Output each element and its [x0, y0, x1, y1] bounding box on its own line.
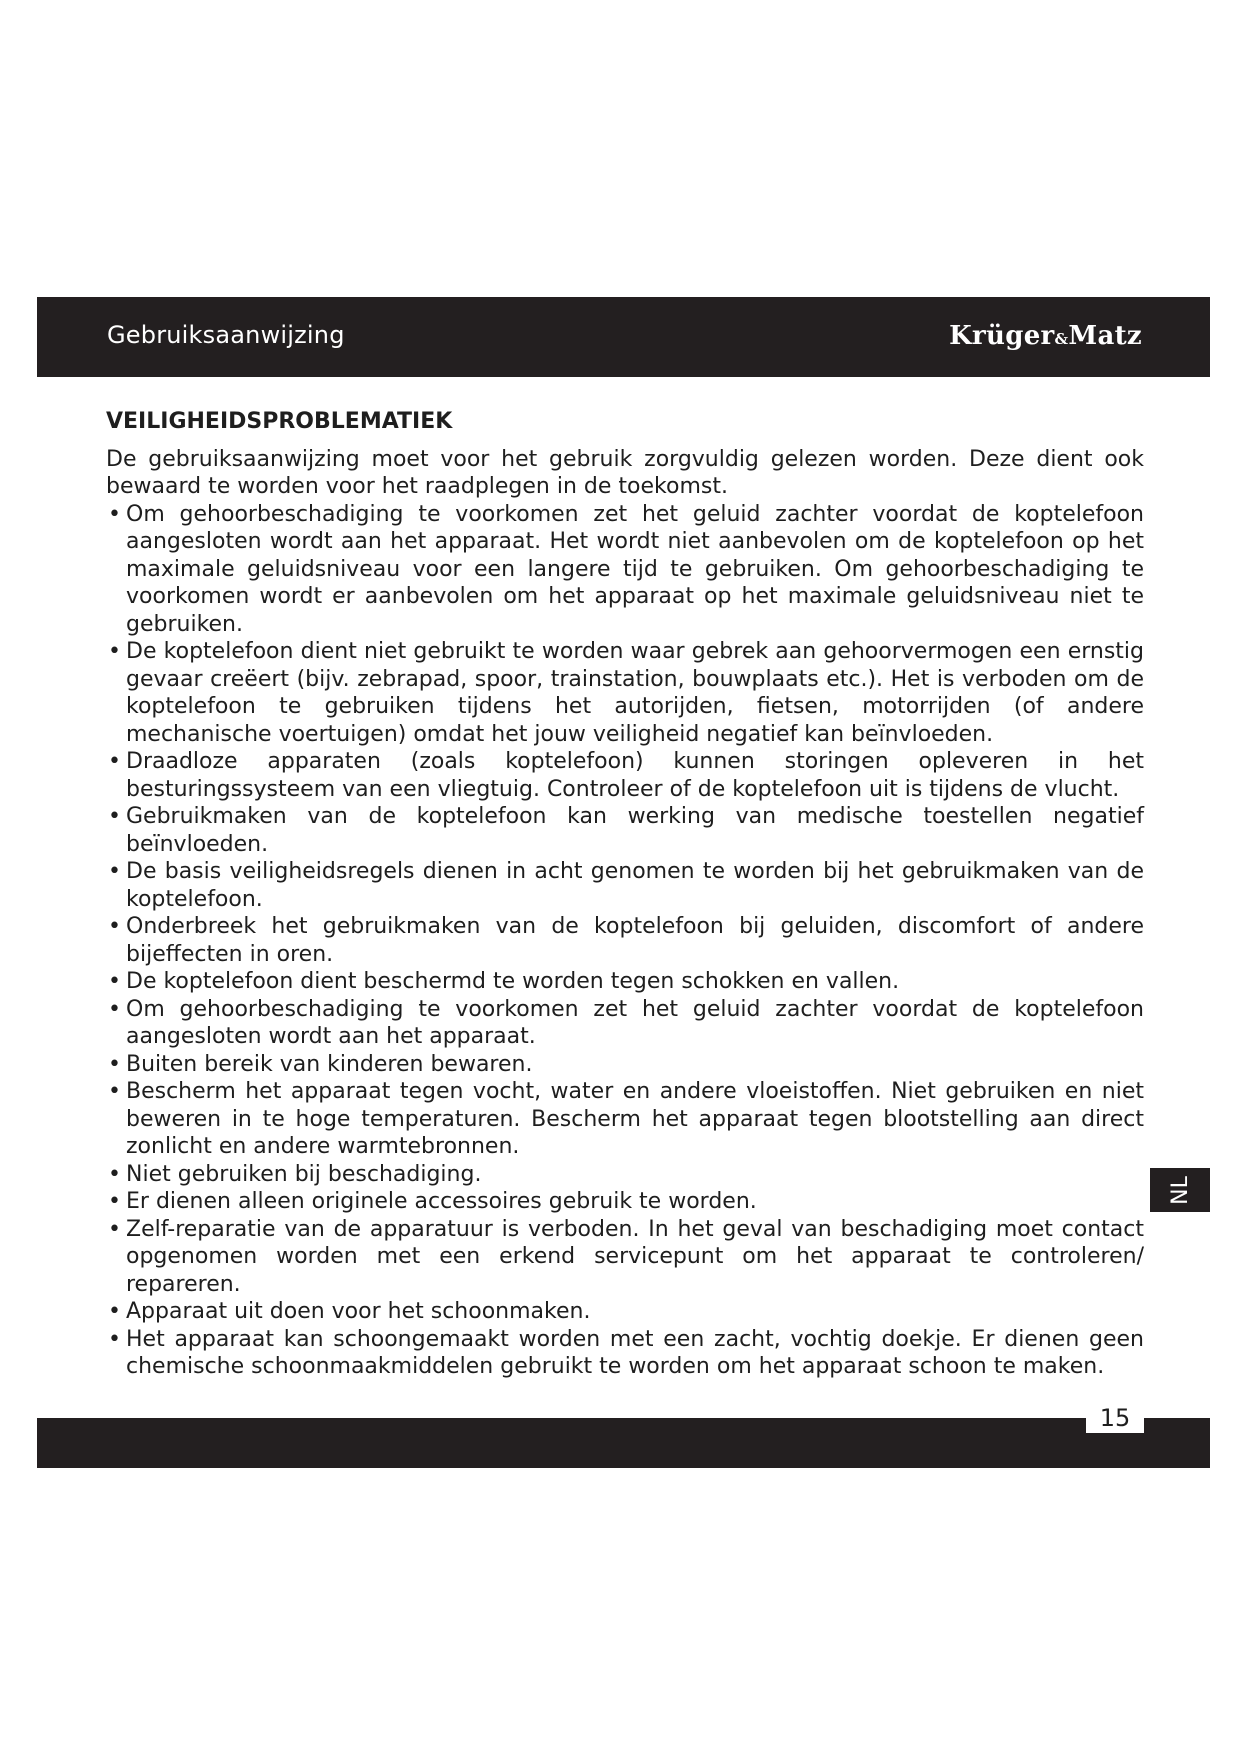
- list-item: • De koptelefoon dient niet gebruikt te worden waar gebrek aan gehoorvermogen een ernstig gevaar creëert (bijv. zebrapad, spoor, trainstation, bouwplaats etc.). Het is verboden om de koptelefoon te gebruiken tijdens het autorijden, fietsen, motorrijden (of andere mechanische voertuigen) omdat het jouw veiligheid negatief kan beïnvloeden.: [106, 638, 1144, 748]
- list-item: • Apparaat uit doen voor het schoonmaken.: [106, 1298, 1144, 1326]
- content: [106, 408, 1144, 1381]
- list-item: • Om gehoorbeschadiging te voorkomen zet het geluid zachter voordat de koptelefoon aangesloten wordt aan het apparaat. Het wordt niet aanbevolen om de koptelefoon op het maximale geluidsniveau voor een langere tijd te gebruiken. Om gehoorbeschadiging te voorkomen wordt er aanbevolen om het apparaat op het maximale geluidsniveau niet te gebruiken.: [106, 501, 1144, 639]
- language-tab-label: NL: [1167, 1175, 1193, 1205]
- list-item: • Gebruikmaken van de koptelefoon kan werking van medische toestellen negatief beïnvloeden.: [106, 803, 1144, 858]
- language-tab: [1150, 1168, 1210, 1212]
- list-item: • Er dienen alleen originele accessoires gebruik te worden.: [106, 1188, 1144, 1216]
- list-item: • Zelf-reparatie van de apparatuur is verboden. In het geval van beschadiging moet contact opgenomen worden met een erkend servicepunt om het apparaat te controleren/ repareren.: [106, 1216, 1144, 1299]
- brand-logo: [949, 321, 1142, 351]
- list-item: • Het apparaat kan schoongemaakt worden met een zacht, vochtig doekje. Er dienen geen chemische schoonmaakmiddelen gebruikt te worden om het apparaat schoon te maken.: [106, 1326, 1144, 1381]
- list-item: • Niet gebruiken bij beschadiging.: [106, 1161, 1144, 1189]
- list-item: • De basis veiligheidsregels dienen in acht genomen te worden bij het gebruikmaken van de koptelefoon.: [106, 858, 1144, 913]
- section-title: VEILIGHEIDSPROBLEMATIEK: [106, 409, 453, 434]
- intro-paragraph: De gebruiksaanwijzing moet voor het gebruik zorgvuldig gelezen worden. Deze dient ook bewaard te worden voor het raadplegen in de toekomst.: [106, 446, 1144, 499]
- header-title: Gebruiksaanwijzing: [107, 321, 345, 349]
- list-item: • Bescherm het apparaat tegen vocht, water en andere vloeistoffen. Niet gebruiken en niet beweren in te hoge temperaturen. Bescherm het apparaat tegen blootstelling aan direct zonlicht en andere warmtebronnen.: [106, 1078, 1144, 1161]
- brand-logo-end: Matz: [1068, 321, 1142, 351]
- safety-list: [106, 501, 1144, 1381]
- page-number: 15: [1086, 1403, 1144, 1433]
- list-item: • Draadloze apparaten (zoals koptelefoon) kunnen storingen opleveren in het besturingssysteem van een vliegtuig. Controleer of de koptelefoon uit is tijdens de vlucht.: [106, 748, 1144, 803]
- list-item: • Buiten bereik van kinderen bewaren.: [106, 1051, 1144, 1079]
- list-item: • De koptelefoon dient beschermd te worden tegen schokken en vallen.: [106, 968, 1144, 996]
- list-item: • Om gehoorbeschadiging te voorkomen zet het geluid zachter voordat de koptelefoon aangesloten wordt aan het apparaat.: [106, 996, 1144, 1051]
- header-bar: [37, 297, 1210, 377]
- list-item: • Onderbreek het gebruikmaken van de koptelefoon bij geluiden, discomfort of andere bijeffecten in oren.: [106, 913, 1144, 968]
- brand-logo-ampersand: &: [1054, 330, 1069, 348]
- footer-bar: [37, 1418, 1210, 1468]
- brand-logo-main: Krüger: [949, 321, 1055, 351]
